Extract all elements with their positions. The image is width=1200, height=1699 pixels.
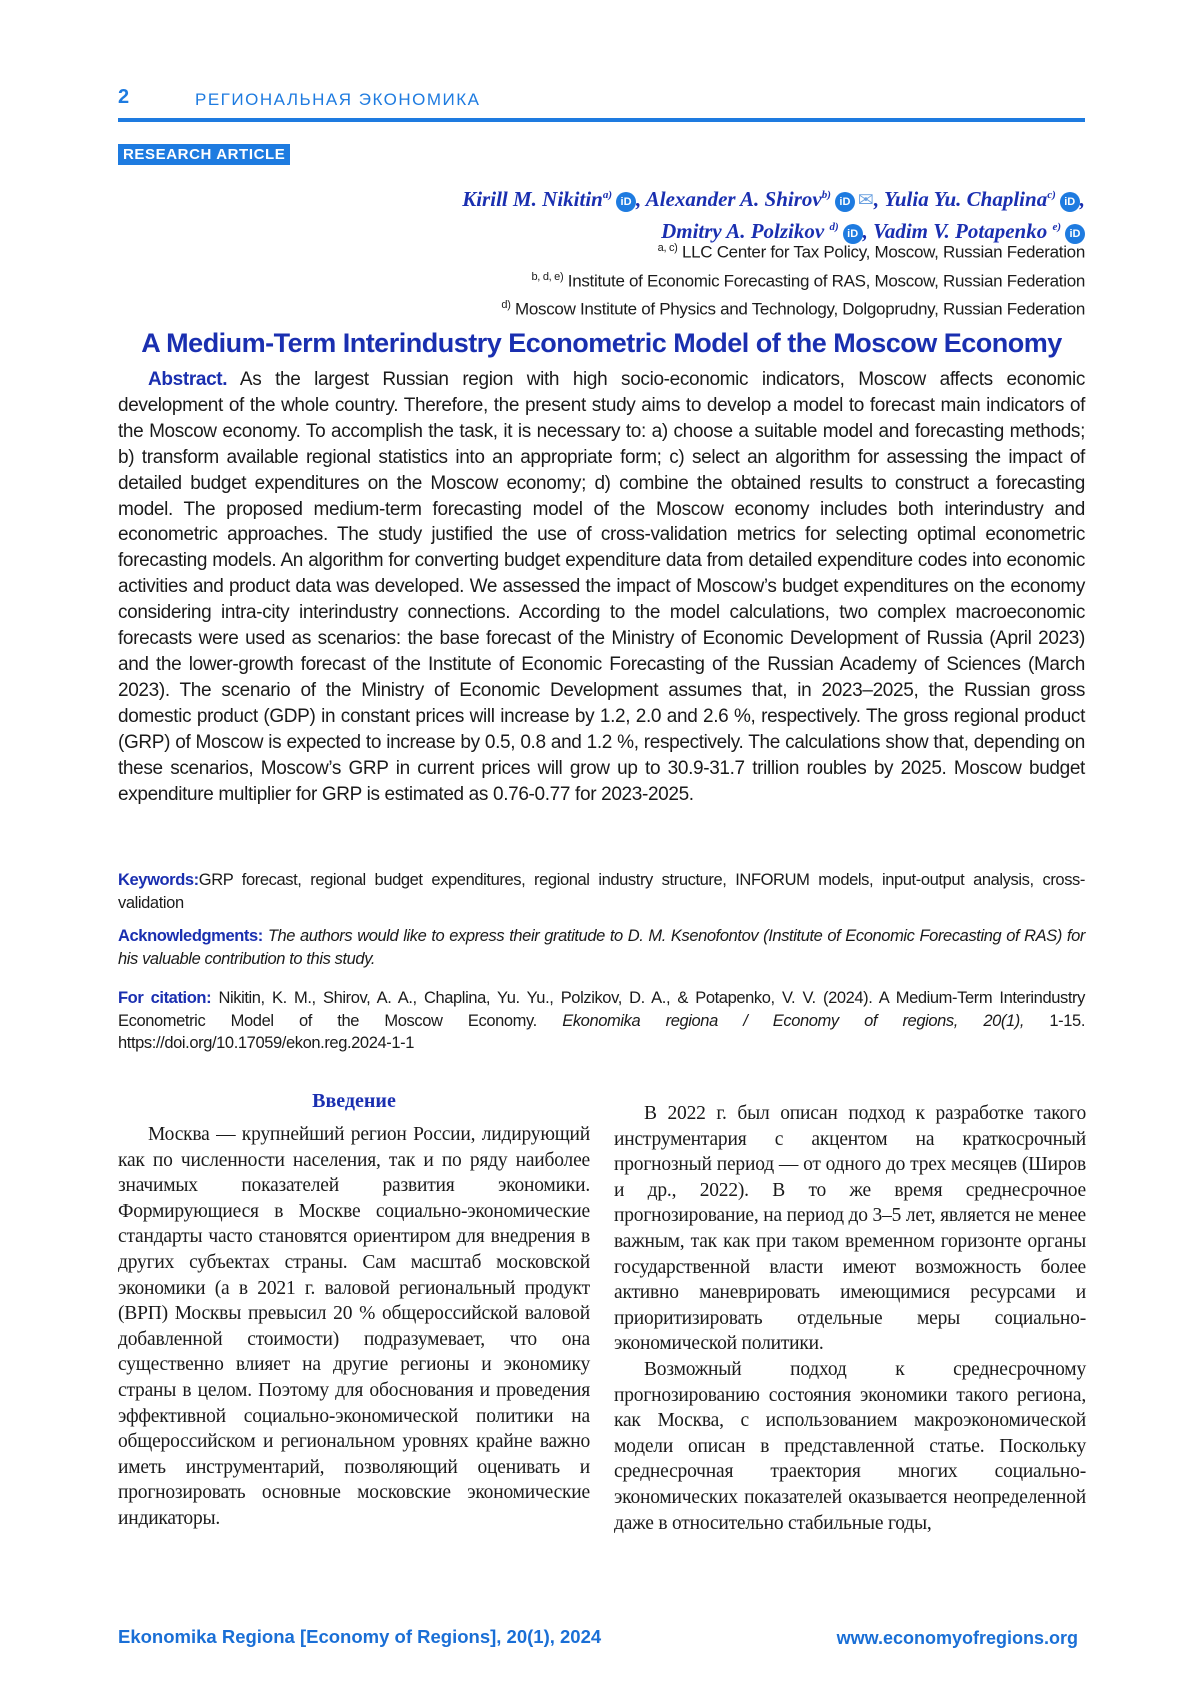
page-number: 2	[118, 86, 130, 108]
citation-pages: 1-15.	[1049, 1011, 1086, 1030]
orcid-icon[interactable]: iD	[1060, 192, 1080, 212]
keywords-text: GRP forecast, regional budget expenditures, regional industry structure, INFORUM models, input-output analysis, cross-validation	[118, 871, 1085, 912]
article-title: A Medium-Term Interindustry Econometric Model of the Moscow Economy	[141, 328, 1062, 358]
author-name[interactable]: Dmitry A. Polzikov $^{d)}$	[661, 219, 839, 243]
acknowledgments-text: The authors would like to express their gratitude to D. M. Ksenofontov (Institute of Economic Forecasting of RAS) for his valuable contribution to this study.	[118, 927, 1085, 968]
paragraph: Москва — крупнейший регион России, лидирующий как по численности населения, так и по ряду наиболее значимых показателей развития экономики. Формирующиеся в Москве социально-экономические стандарты часто становятся ориентиром для внедрения в других субъектах страны. Сам масштаб московской экономики (а в 2021 г. валовой региональный продукт (ВРП) Москвы превысил 20 % общероссийской валовой добавленной стоимости) подразумевает, что она существенно влияет на другие регионы и экономику страны в целом. Поэтому для обоснования и проведения эффективной социально-экономической политики на общероссийском и региональном уровнях крайне важно иметь инструментарий, позволяющий оценивать и прогнозировать основные московские экономические индикаторы.	[118, 1124, 590, 1529]
doi-link[interactable]: https://doi.org/10.17059/ekon.reg.2024-1-1	[118, 1034, 415, 1052]
right-column	[614, 1101, 1086, 1536]
author-name[interactable]: Alexander A. Shirov$^{b)}$	[645, 187, 831, 211]
mail-icon[interactable]: ✉	[857, 190, 874, 211]
orcid-icon[interactable]: iD	[843, 224, 863, 244]
affiliation: $^{a, c)}$ LLC Center for Tax Policy, Moscow, Russian Federation	[657, 242, 1085, 262]
paragraph: Возможный подход к среднесрочному прогнозированию состояния экономики такого региона, как Москва, с использованием макроэкономической модели описан в представленной статье. Поскольку среднесрочная траектория многих социально-экономических показателей оказывается неопределенной даже в относительно стабильные годы,	[614, 1358, 1086, 1534]
orcid-icon[interactable]: iD	[616, 192, 636, 212]
citation-label: For citation:	[118, 989, 212, 1007]
acknowledgments-label: Acknowledgments:	[118, 927, 263, 945]
paragraph: В 2022 г. был описан подход к разработке такого инструментария с акцентом на краткосрочный прогнозный период — от одного до трех месяцев (Широв и др., 2022). В то же время среднесрочное прогнозирование, на период до 3–5 лет, является не менее важным, так как при таком временном горизонте органы государственной власти имеют возможность более активно маневрировать имеющимися ресурсами и приоритизировать отдельные меры социально-экономической политики.	[614, 1103, 1086, 1355]
keywords-label: Keywords:	[118, 871, 199, 889]
article-type-badge: RESEARCH ARTICLE	[118, 144, 290, 165]
footer-journal: Ekonomika Regiona [Economy of Regions], 20(1), 2024	[118, 1626, 602, 1647]
left-column	[118, 1086, 590, 1532]
acknowledgments	[118, 925, 1085, 970]
citation	[118, 987, 1085, 1055]
author-name[interactable]: Yulia Yu. Chaplina$^{c)}$	[883, 187, 1056, 211]
abstract-text: As the largest Russian region with high socio-economic indicators, Moscow affects economic development of the whole country. Therefore, the present study aims to develop a model to forecast main indicators of the Moscow economy. To accomplish the task, it is necessary to: a) choose a suitable model and forecasting methods; b) transform available regional statistics into an appropriate form; c) select an algorithm for assessing the impact of detailed budget expenditures on the Moscow economy; d) combine the obtained results to construct a forecasting model. The proposed medium-term forecasting model of the Moscow economy includes both interindustry and econometric approaches. The study justified the use of cross-validation metrics for selecting optimal econometric forecasting models. An algorithm for converting budget expenditure data from detailed expenditure codes into economic activities and product data was developed. We assessed the impact of Moscow’s budget expenditures on the economy considering intra-city interindustry connections. According to the model calculations, two complex macroeconomic forecasts were used as scenarios: the base forecast of the Ministry of Economic Development of Russia (April 2023) and the lower-growth forecast of the Institute of Economic Forecasting of the Russian Academy of Sciences (March 2023). The scenario of the Ministry of Economic Development assumes that, in 2023–2025, the Russian gross domestic product (GDP) in constant prices will increase by 1.2, 2.0 and 2.6 %, respectively. The gross regional product (GRP) of Moscow is expected to increase by 0.5, 0.8 and 1.2 %, respectively. The calculations show that, depending on these scenarios, Moscow’s GRP in current prices will grow up to 30.9-31.7 trillion roubles by 2025. Moscow budget expenditure multiplier for GRP is estimated as 0.76-0.77 for 2023-2025.	[118, 369, 1085, 805]
keywords	[118, 869, 1085, 914]
footer-url-link[interactable]: www.economyofregions.org	[836, 1628, 1078, 1648]
orcid-icon[interactable]: iD	[835, 192, 855, 212]
citation-text: Nikitin, K. M., Shirov, A. A., Chaplina, Yu. Yu., Polzikov, D. A., & Potapenko, V. V. (2024). A Medium-Term Interindustry Econometric Model of the Moscow Economy.	[118, 989, 1085, 1030]
affiliations	[501, 236, 1085, 322]
affiliation: $^{d)}$ Moscow Institute of Physics and Technology, Dolgoprudny, Russian Federation	[501, 299, 1085, 319]
author-list: Kirill M. Nikitin$^{a)}$iD , Alexander A. Shirov$^{b)}$iD ✉, Yulia Yu. Chaplina$^{c)}$iD , Dmitry A. Polzikov $^{d)}$iD , Vadim V. Potapenko $^{e)}$iD	[462, 187, 1085, 243]
section-heading: Введение	[312, 1090, 396, 1112]
abstract	[118, 367, 1085, 807]
affiliation: $^{b, d, e)}$ Institute of Economic Forecasting of RAS, Moscow, Russian Federation	[531, 270, 1085, 291]
journal-name: РЕГИОНАЛЬНАЯ ЭКОНОМИКА	[195, 90, 481, 109]
running-header	[118, 84, 1085, 122]
abstract-label: Abstract.	[148, 369, 228, 390]
citation-journal: Ekonomika regiona / Economy of regions, 20(1),	[562, 1011, 1025, 1030]
author-name[interactable]: Kirill M. Nikitin$^{a)}$	[462, 187, 613, 211]
author-name[interactable]: Vadim V. Potapenko $^{e)}$	[873, 219, 1061, 243]
orcid-icon[interactable]: iD	[1065, 224, 1085, 244]
